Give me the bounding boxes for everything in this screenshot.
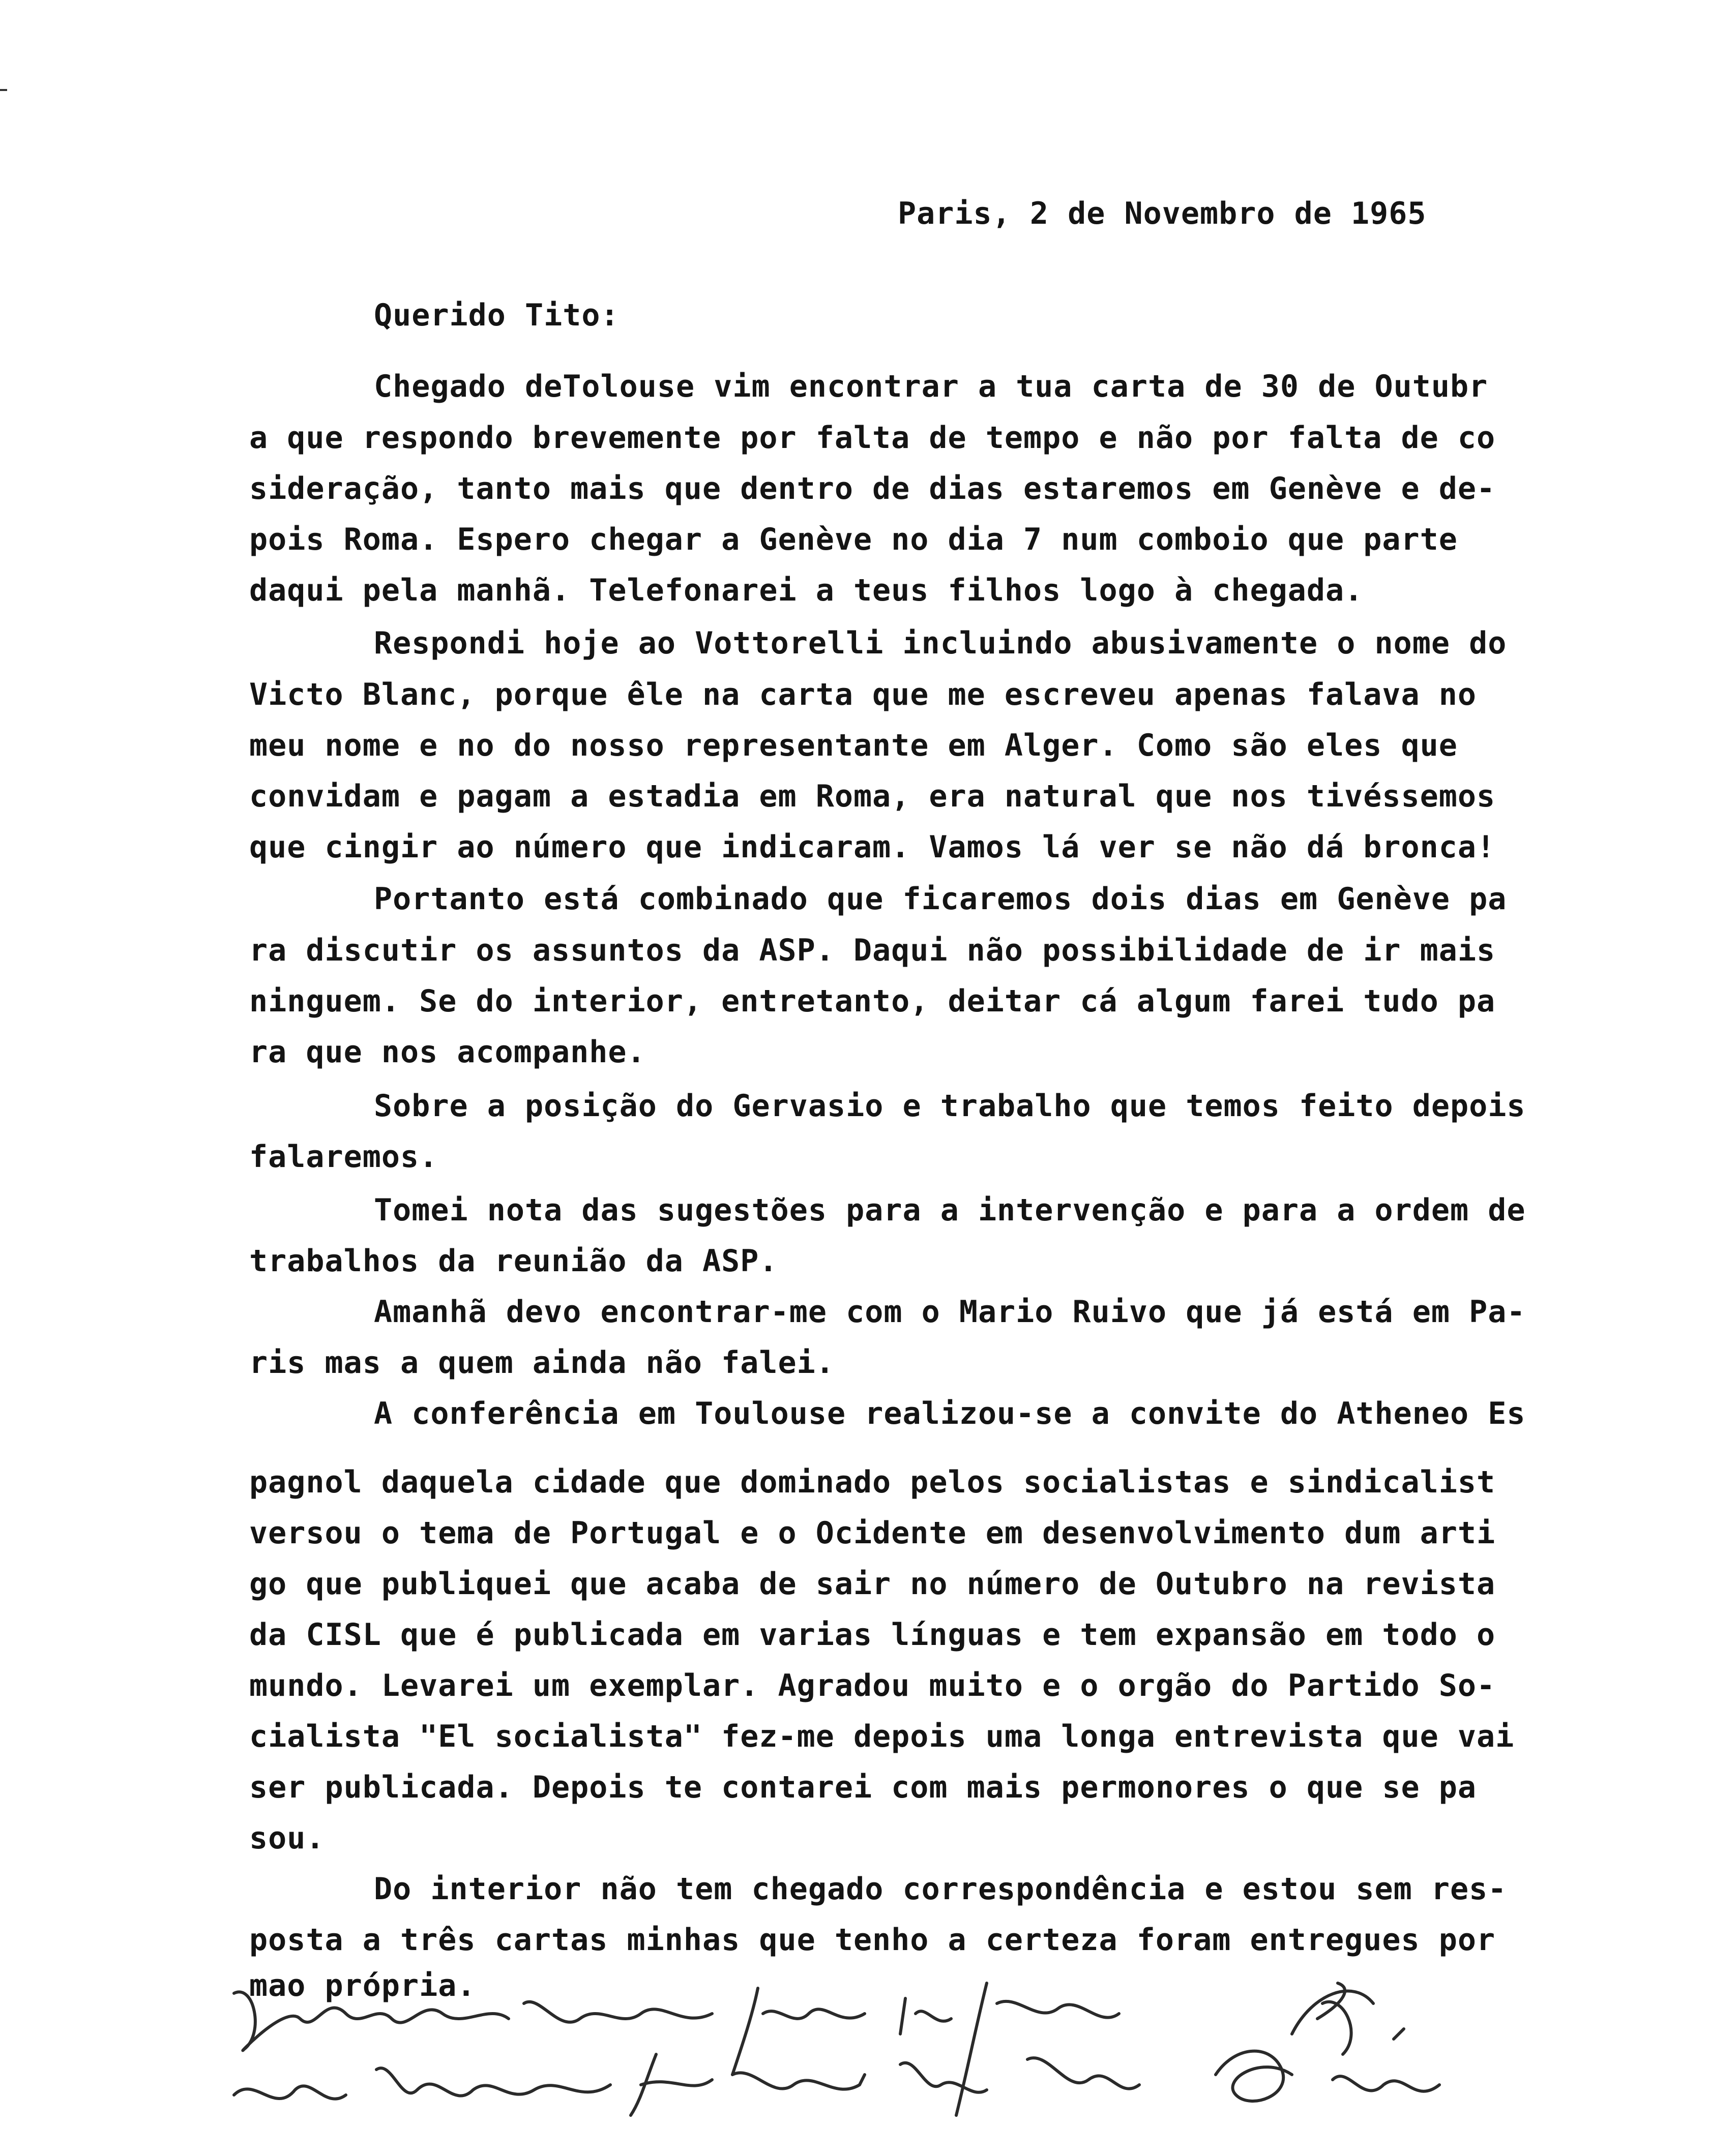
body-line: da CISL que é publicada em varias línguas e tem expansão em todo o [249, 1617, 1496, 1653]
body-line: mundo. Levarei um exemplar. Agradou muito e o orgão do Partido So- [249, 1668, 1496, 1703]
body-line: daqui pela manhã. Telefonarei a teus filhos logo à chegada. [249, 573, 1364, 608]
body-line: Tomei nota das sugestões para a intervenção e para a ordem de [374, 1192, 1526, 1228]
body-line: Amanhã devo encontrar-me com o Mario Ruivo que já está em Pa- [374, 1294, 1526, 1330]
dateline: Paris, 2 de Novembro de 1965 [898, 196, 1427, 231]
body-line: convidam e pagam a estadia em Roma, era natural que nos tivéssemos [249, 778, 1496, 814]
body-line: Do interior não tem chegado correspondência e estou sem res- [374, 1871, 1507, 1907]
body-line: mao própria. [249, 1968, 476, 2003]
body-line: a que respondo brevemente por falta de tempo e não por falta de co [249, 420, 1496, 456]
body-line: Respondi hoje ao Vottorelli incluindo abusivamente o nome do [374, 625, 1507, 661]
body-line: Portanto está combinado que ficaremos dois dias em Genève pa [374, 881, 1507, 917]
body-line: go que publiquei que acaba de sair no número de Outubro na revista [249, 1566, 1496, 1602]
body-line: meu nome e no do nosso representante em Alger. Como são eles que [249, 728, 1458, 763]
body-line: sideração, tanto mais que dentro de dias estaremos em Genève e de- [249, 471, 1496, 506]
handwritten-signature [224, 1973, 1597, 2125]
margin-mark [0, 89, 7, 91]
body-line: Sobre a posição do Gervasio e trabalho que temos feito depois [374, 1088, 1526, 1124]
body-line: ninguem. Se do interior, entretanto, deitar cá algum farei tudo pa [249, 983, 1496, 1019]
body-line: A conferência em Toulouse realizou-se a convite do Atheneo Es [374, 1396, 1526, 1431]
body-line: ra discutir os assuntos da ASP. Daqui não possibilidade de ir mais [249, 933, 1496, 968]
body-line: ris mas a quem ainda não falei. [249, 1345, 835, 1381]
body-line: que cingir ao número que indicaram. Vamos lá ver se não dá bronca! [249, 829, 1496, 865]
body-line: sou. [249, 1820, 325, 1856]
body-line: posta a três cartas minhas que tenho a certeza foram entregues por [249, 1922, 1496, 1958]
body-line: Victo Blanc, porque êle na carta que me escreveu apenas falava no [249, 677, 1477, 712]
body-line: ser publicada. Depois te contarei com mais permonores o que se pa [249, 1770, 1477, 1805]
body-line: pois Roma. Espero chegar a Genève no dia 7 num comboio que parte [249, 522, 1458, 557]
body-line: cialista "El socialista" fez-me depois uma longa entrevista que vai [249, 1719, 1515, 1754]
body-line: falaremos. [249, 1139, 438, 1175]
body-line: trabalhos da reunião da ASP. [249, 1243, 778, 1279]
body-line: ra que nos acompanhe. [249, 1034, 646, 1070]
body-line: pagnol daquela cidade que dominado pelos socialistas e sindicalist [249, 1464, 1496, 1500]
body-line: Chegado deTolouse vim encontrar a tua carta de 30 de Outubr [374, 369, 1488, 404]
salutation: Querido Tito: [374, 297, 620, 333]
body-line: versou o tema de Portugal e o Ocidente em desenvolvimento dum arti [249, 1515, 1496, 1551]
